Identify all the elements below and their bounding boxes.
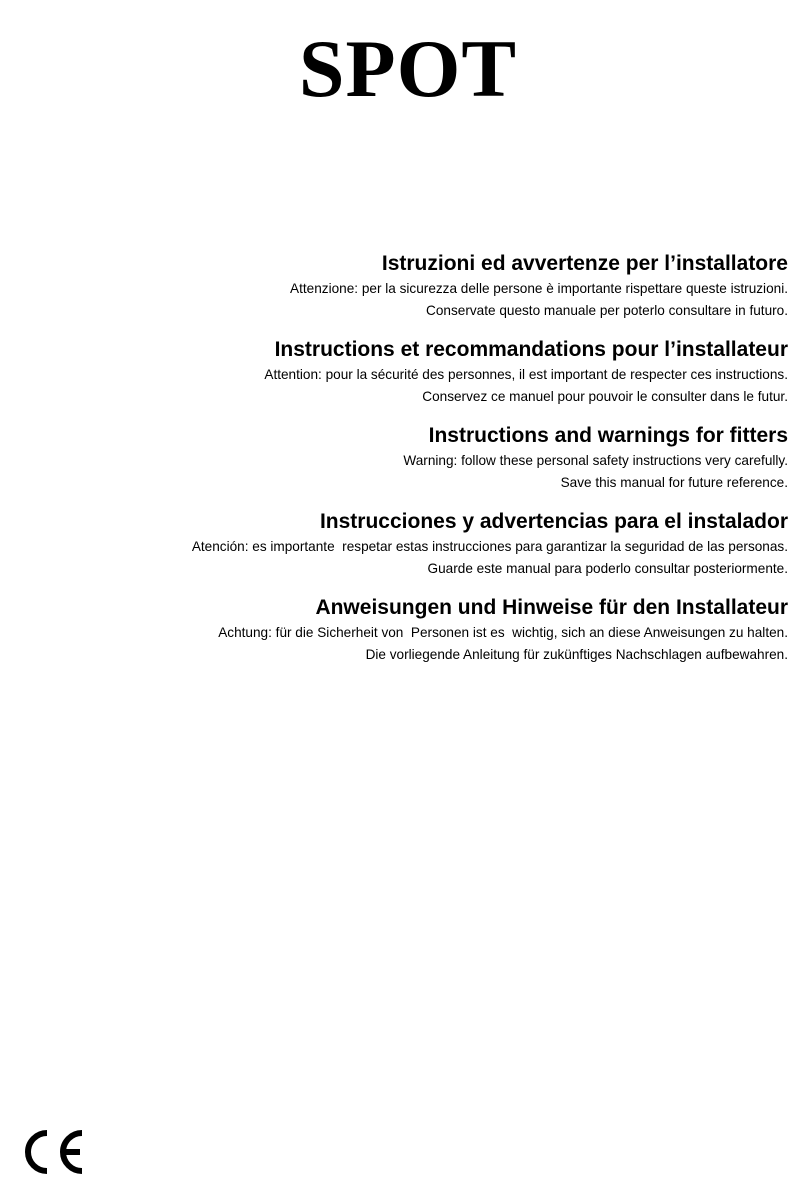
document-title: SPOT <box>298 23 518 114</box>
section-warning-text: Atención: es importante respetar estas instrucciones para garantizar la seguridad de las personas. <box>191 539 788 554</box>
section-heading: Anweisungen und Hinweise für den Installateur <box>315 596 788 619</box>
section-keep-manual-text: Conservez ce manuel pour pouvoir le consulter dans le futur. <box>422 389 788 404</box>
instruction-sections <box>68 250 788 680</box>
section-german <box>68 594 788 680</box>
section-keep-manual-text: Conservate questo manuale per poterlo consultare in futuro. <box>426 303 788 318</box>
section-warning-text: Achtung: für die Sicherheit von Personen ist es wichtig, sich an diese Anweisungen zu halten. <box>218 625 788 640</box>
section-heading: Istruzioni ed avvertenze per l’installatore <box>381 252 788 275</box>
section-keep-manual-text: Guarde este manual para poderlo consultar posteriormente. <box>427 561 788 576</box>
section-heading: Instructions and warnings for fitters <box>428 424 788 447</box>
section-italian <box>68 250 788 336</box>
section-french <box>68 336 788 422</box>
section-warning-text: Warning: follow these personal safety instructions very carefully. <box>403 453 788 468</box>
ce-mark-icon <box>19 1128 87 1176</box>
section-spanish <box>68 508 788 594</box>
section-warning-text: Attention: pour la sécurité des personnes, il est important de respecter ces instructions. <box>264 367 788 382</box>
section-keep-manual-text: Save this manual for future reference. <box>560 475 788 490</box>
section-keep-manual-text: Die vorliegende Anleitung für zukünftiges Nachschlagen aufbewahren. <box>365 647 788 662</box>
section-heading: Instructions et recommandations pour l’installateur <box>274 338 788 361</box>
section-english <box>68 422 788 508</box>
section-warning-text: Attenzione: per la sicurezza delle persone è importante rispettare queste istruzioni. <box>290 281 788 296</box>
section-heading: Instrucciones y advertencias para el instalador <box>319 510 788 533</box>
